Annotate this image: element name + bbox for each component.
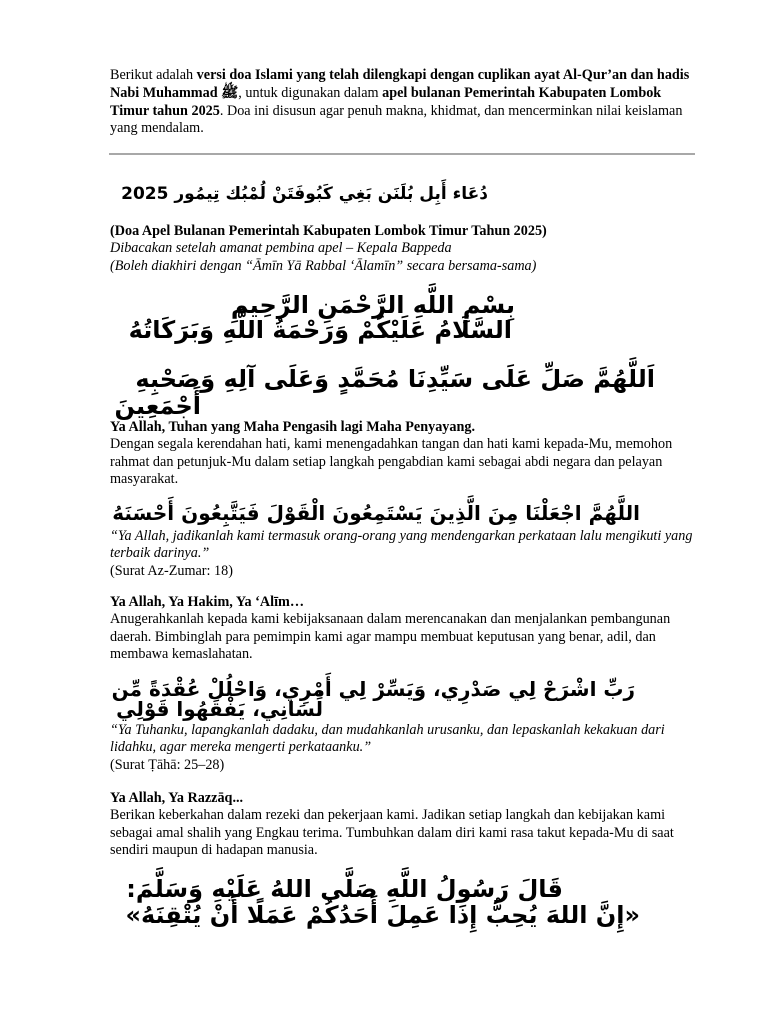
arabic-taha-line-2: لِّسَانِي، يَفْقَهُوا قَوْلِي [116,697,323,721]
section-3 [110,790,695,860]
section-3-heading: Ya Allah, Ya Razzāq... [110,790,244,806]
intro-text-1: Berikut adalah [110,67,197,83]
arabic-hadith-line-2: «إِنَّ اللهَ يُحِبُّ إِذَا عَمِلَ أَحَدُكُمْ عَمَلًا أَنْ يُتْقِنَهُ» [125,901,640,929]
section-2-heading: Ya Allah, Ya Hakim, Ya ‘Alīm… [110,594,305,610]
section-2 [110,594,695,664]
intro-text-2: , untuk digunakan dalam [238,84,383,101]
arabic-taha-line-1: رَبِّ اشْرَحْ لِي صَدْرِي، وَيَسِّرْ لِي أَمْرِي، وَاحْلُلْ عُقْدَةً مِّن [111,677,635,701]
read-after-note: Dibacakan setelah amanat pembina apel – Kepala Bappeda [110,240,452,257]
doa-subtitle: (Doa Apel Bulanan Pemerintah Kabupaten Lombok Timur Tahun 2025) [110,223,547,239]
arabic-salam: السَّلَامُ عَلَيْكُمْ وَرَحْمَةُ اللَّهِ وَبَرَكَاتُهُ [128,316,512,344]
doa-header [110,223,695,275]
closing-note: (Boleh diakhiri dengan “Āmīn Yā Rabbal ‘Ālamīn” secara bersama-sama) [110,257,537,274]
section-3-body: Berikan keberkahan dalam rezeki dan pekerjaan kami. Jadikan setiap langkah dan kebijakan kami sebagai amal shalih yang Engkau terima. Tumbuhkan dalam diri kami rasa takut kepada-Mu di saat sendiri maupun di hadapan manusia. [110,807,674,859]
section-1-heading: Ya Allah, Tuhan yang Maha Pengasih lagi Maha Penyayang. [110,419,476,435]
zumar-source: (Surat Az-Zumar: 18) [110,562,233,579]
arabic-hadith-line-1: قَالَ رَسُولُ اللَّهِ صَلَّى اللهُ عَلَيْهِ وَسَلَّمَ: [126,875,563,903]
arabic-basmalah: بِسْمِ اللَّهِ الرَّحْمَنِ الرَّحِيمِ [230,291,515,319]
section-2-body: Anugerahkanlah kepada kami kebijaksanaan dalam merencanakan dan menjalankan pembangunan daerah. Bimbinglah para pemimpin kami agar mampu membuat keputusan yang benar, adil, dan membawa kemaslahatan. [110,611,671,663]
arabic-zumar-verse: اللَّهُمَّ اجْعَلْنَا مِنَ الَّذِينَ يَسْتَمِعُونَ الْقَوْلَ فَيَتَّبِعُونَ أَحْسَنَهُ [112,501,640,525]
intro-bold-2: apel bulanan Pemerintah Kabupaten Lombok Timur tahun 2025 [110,84,662,119]
section-1 [110,419,695,489]
arabic-salawat-line-1: اَللَّهُمَّ صَلِّ عَلَى سَيِّدِنَا مُحَمَّدٍ وَعَلَى آلِهِ وَصَحْبِهِ [135,365,655,393]
arabic-salawat-line-2: أَجْمَعِينَ [114,392,201,420]
arabic-title: دُعَاء أَبِل بُلَنَن بَغِي كَبُوفَتَنْ لُمْبُك تِيمُور 2025 [121,184,488,204]
horizontal-divider [109,153,695,155]
intro-paragraph [110,67,690,138]
intro-bold-1: versi doa Islami yang telah dilengkapi dengan cuplikan ayat Al-Qur’an dan hadis Nabi Muhammad ﷺ [110,67,690,101]
taha-translation: “Ya Tuhanku, lapangkanlah dadaku, dan mudahkanlah urusanku, dan lepaskanlah kekakuan dari lidahku, agar mereka mengerti perkataanku.” [110,722,665,756]
zumar-block [110,528,695,580]
section-1-body: Dengan segala kerendahan hati, kami menengadahkan tangan dan hati kami kepada-Mu, memohon rahmat dan petunjuk-Mu dalam setiap langkah pengabdian kami sebagai abdi negara dan pelayan masyarakat. [110,436,673,488]
intro-text-3: . Doa ini disusun agar penuh makna, khidmat, dan mencerminkan nilai keislaman yang mendalam. [110,102,683,137]
taha-source: (Surat Ṭāhā: 25–28) [110,756,225,773]
taha-block [110,722,695,774]
zumar-translation: “Ya Allah, jadikanlah kami termasuk orang-orang yang mendengarkan perkataan lalu mengikuti yang terbaik darinya.” [110,528,693,562]
